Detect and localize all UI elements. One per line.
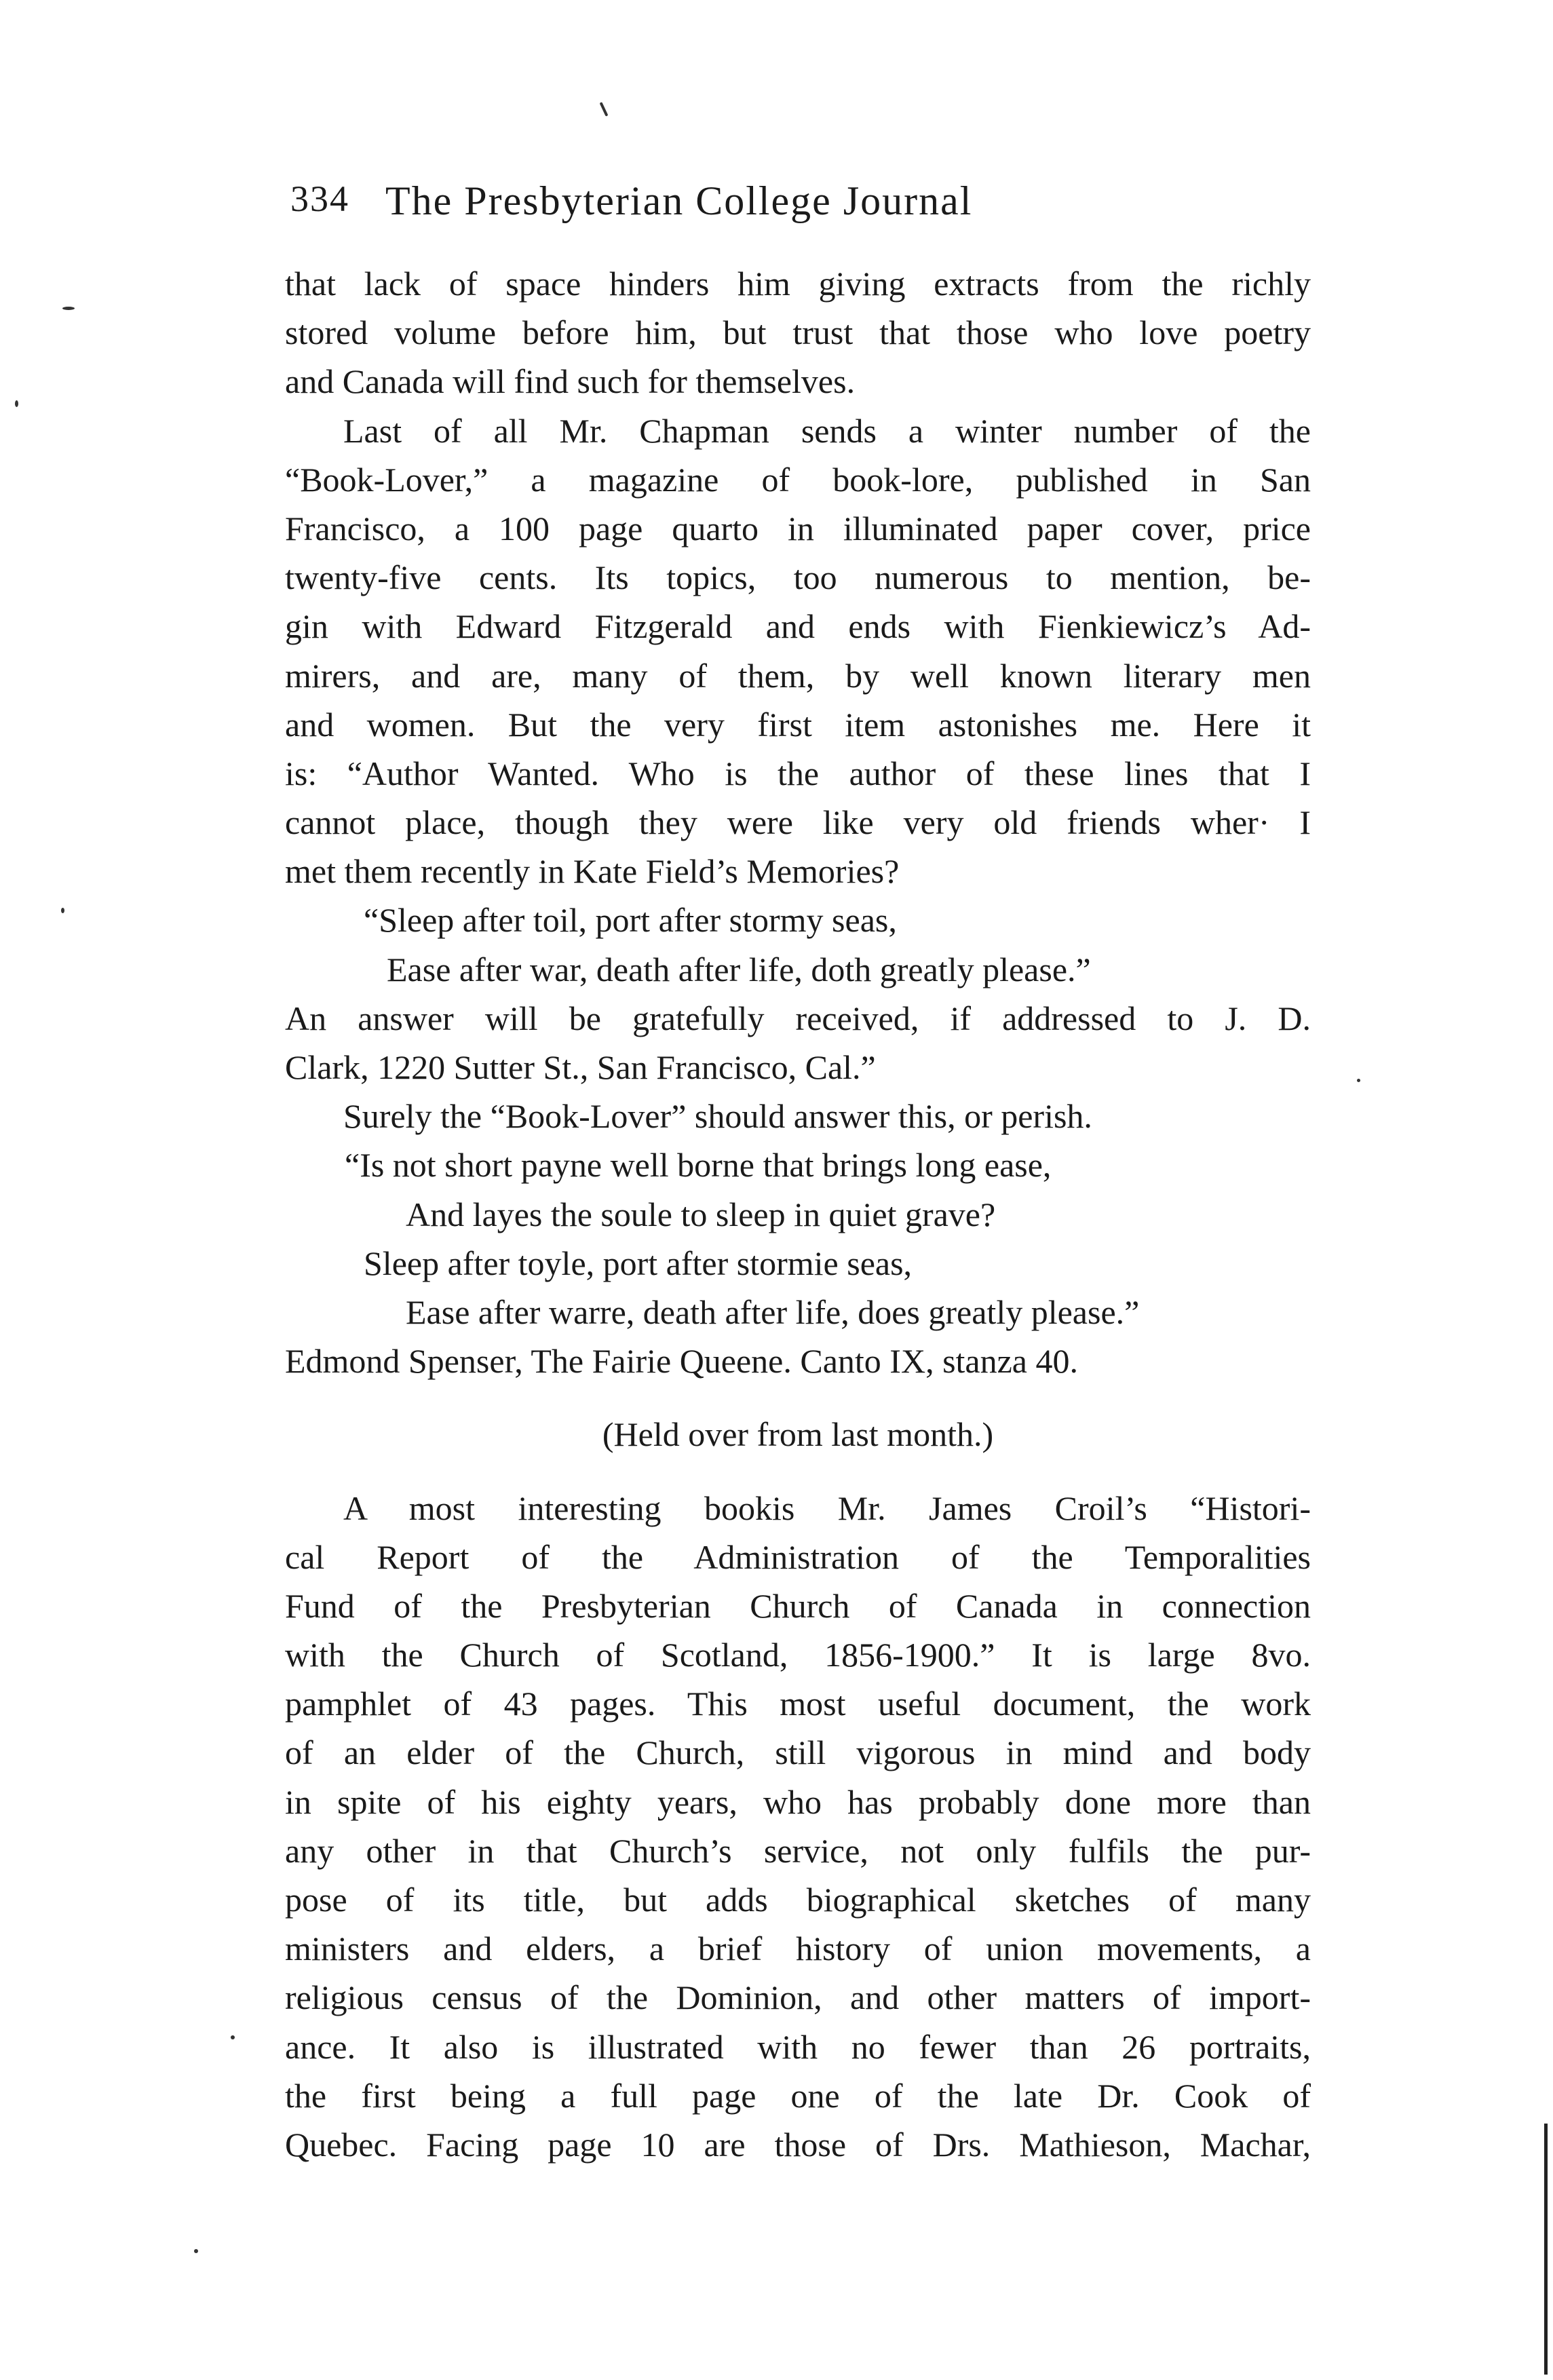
- running-title: The Presbyterian College Journal: [385, 178, 973, 223]
- poem-line: “Is not short payne well borne that brings long ease,: [345, 1146, 1052, 1185]
- text-line: of an elder of the Church, still vigorous in mind and body: [285, 1733, 1311, 1772]
- text-line: met them recently in Kate Field’s Memories?: [285, 852, 900, 891]
- poem-line: And layes the soule to sleep in quiet grave?: [406, 1195, 996, 1233]
- text-line: pose of its title, but adds biographical sketches of many: [285, 1881, 1311, 1919]
- text-line: mirers, and are, many of them, by well known literary men: [285, 656, 1311, 695]
- scan-speck: [600, 102, 609, 117]
- article-body: [285, 259, 1311, 2169]
- page-header: [290, 178, 1172, 232]
- scan-speck: [231, 2035, 235, 2039]
- text-line: religious census of the Dominion, and other matters of import-: [285, 1978, 1311, 2017]
- text-line: any other in that Church’s service, not only fulfils the pur-: [285, 1831, 1311, 1870]
- text-line: Last of all Mr. Chapman sends a winter number of the: [343, 411, 1311, 450]
- scan-speck: [61, 908, 64, 913]
- section-gap: [285, 1385, 1311, 1410]
- text-line: Surely the “Book-Lover” should answer this, or perish.: [343, 1097, 1092, 1136]
- poem-line: Sleep after toyle, port after stormie seas,: [364, 1244, 913, 1282]
- section-gap: [285, 1459, 1311, 1484]
- scan-speck: [194, 2249, 198, 2253]
- text-line: in spite of his eighty years, who has probably done more than: [285, 1782, 1311, 1821]
- text-line: gin with Edward Fitzgerald and ends with Fienkiewicz’s Ad-: [285, 607, 1311, 646]
- text-line: the first being a full page one of the late Dr. Cook of: [285, 2076, 1311, 2115]
- text-line: “Book-Lover,” a magazine of book-lore, published in San: [285, 460, 1311, 499]
- text-line: Francisco, a 100 page quarto in illuminated paper cover, price: [285, 509, 1311, 548]
- text-line: pamphlet of 43 pages. This most useful document, the work: [285, 1685, 1311, 1723]
- scan-speck: [1357, 1079, 1360, 1082]
- text-line: An answer will be gratefully received, if addressed to J. D.: [285, 999, 1311, 1037]
- text-line: A most interesting bookis Mr. James Croil’s “Histori-: [343, 1489, 1311, 1527]
- text-line: Quebec. Facing page 10 are those of Drs. Mathieson, Machar,: [285, 2125, 1311, 2164]
- text-line: and Canada will find such for themselves.: [285, 362, 856, 401]
- scan-speck: [62, 307, 75, 310]
- text-line: Fund of the Presbyterian Church of Canada in connection: [285, 1586, 1311, 1625]
- poem-line: “Sleep after toil, port after stormy seas,: [364, 901, 897, 940]
- text-line: and women. But the very first item astonishes me. Here it: [285, 705, 1311, 744]
- text-line: stored volume before him, but trust that those who love poetry: [285, 313, 1311, 352]
- text-line: Clark, 1220 Sutter St., San Francisco, Cal.”: [285, 1048, 876, 1086]
- text-line: twenty-five cents. Its topics, too numerous to mention, be-: [285, 558, 1311, 597]
- text-line: cal Report of the Administration of the Temporalities: [285, 1537, 1311, 1576]
- text-line: ance. It also is illustrated with no fewer than 26 portraits,: [285, 2027, 1311, 2066]
- page-number: 334: [290, 178, 349, 219]
- text-line: that lack of space hinders him giving extracts from the richly: [285, 265, 1311, 303]
- poem-line: Ease after war, death after life, doth greatly please.”: [387, 950, 1091, 989]
- section-note: (Held over from last month.): [602, 1415, 994, 1454]
- text-line: with the Church of Scotland, 1856-1900.” It is large 8vo.: [285, 1636, 1311, 1674]
- text-line: is: “Author Wanted. Who is the author of these lines that I: [285, 754, 1311, 792]
- text-line: ministers and elders, a brief history of union movements, a: [285, 1930, 1311, 1968]
- scan-speck: [15, 400, 18, 407]
- text-line: cannot place, though they were like very old friends wher· I: [285, 803, 1311, 842]
- poem-attribution: Edmond Spenser, The Fairie Queene. Canto IX, stanza 40.: [285, 1342, 1078, 1381]
- poem-line: Ease after warre, death after life, does greatly please.”: [406, 1292, 1140, 1331]
- scan-edge-mark: [1544, 2124, 1548, 2375]
